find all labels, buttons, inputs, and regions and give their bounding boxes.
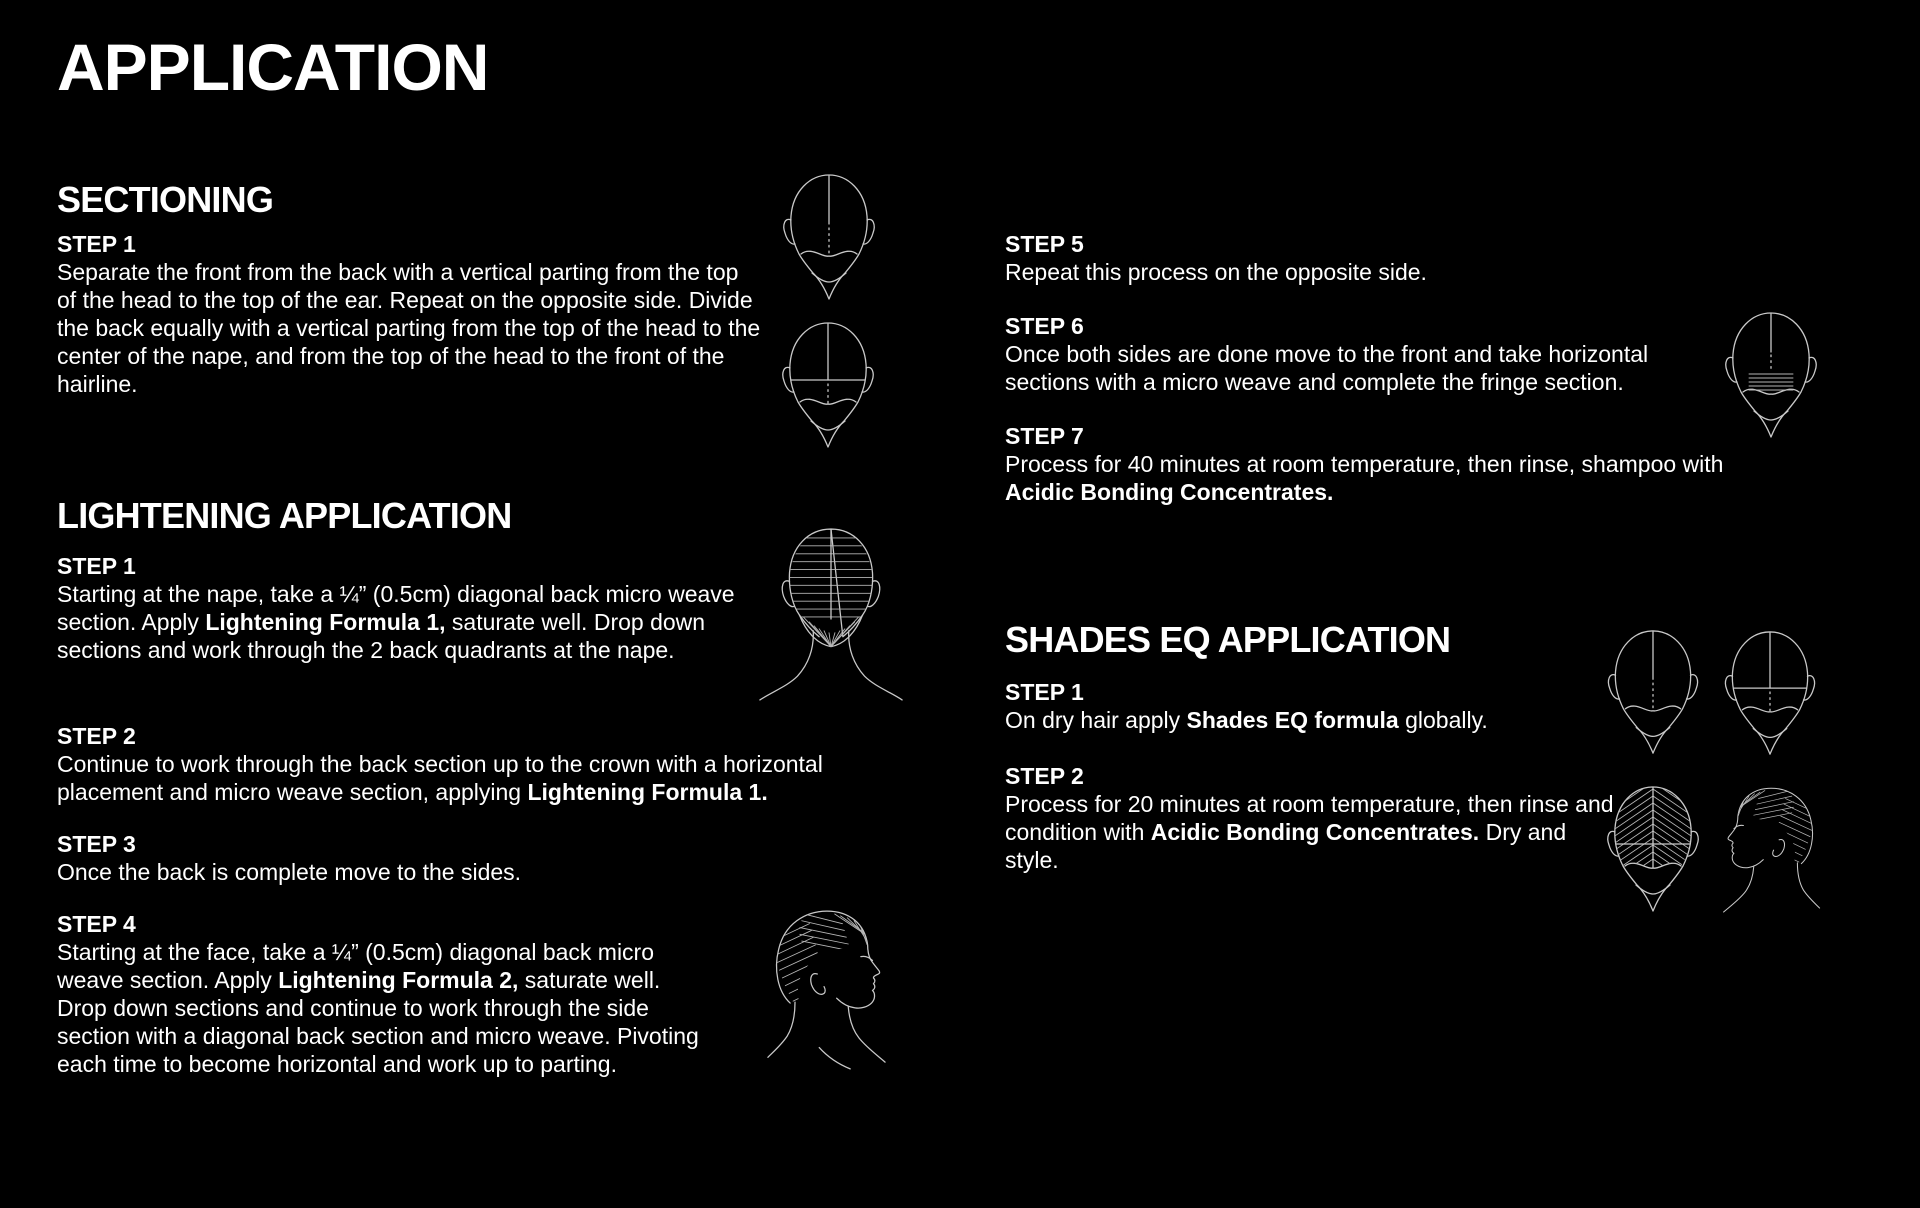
- step-body: Once the back is complete move to the sides.: [57, 859, 522, 885]
- step-label: STEP 7: [1005, 423, 1084, 449]
- step-body: Once both sides are done move to the front and take horizontal sections with a micro weave and complete the fringe section.: [1005, 341, 1649, 395]
- step-body: Process for 20 minutes at room temperature, then rinse and condition with Acidic Bonding Concentrates. Dry and style.: [1005, 791, 1614, 873]
- step-body: Repeat this process on the opposite side.: [1005, 259, 1427, 285]
- head-back-cross-part-icon: [1718, 627, 1822, 765]
- lightening-step-2: [57, 722, 897, 806]
- step-body: Process for 40 minutes at room temperature, then rinse, shampoo with Acidic Bonding Concentrates.: [1005, 451, 1724, 505]
- lightening-step-4: [57, 910, 702, 1078]
- head-back-cross-part-icon: [775, 318, 881, 458]
- page-title: APPLICATION: [57, 30, 489, 104]
- head-back-vertical-part-icon: [777, 170, 881, 310]
- lightening-step-7: [1005, 422, 1740, 506]
- step-label: STEP 2: [1005, 763, 1084, 789]
- head-back-part-with-band-icon: [1717, 308, 1825, 448]
- step-body: On dry hair apply Shades EQ formula globally.: [1005, 707, 1488, 733]
- lightening-step-5: [1005, 230, 1725, 286]
- step-body: Starting at the nape, take a ¼” (0.5cm) diagonal back micro weave section. Apply Lightening Formula 1, saturate well. Drop down sections and work through the 2 back quadrants at the nape.: [57, 581, 735, 663]
- step-label: STEP 4: [57, 911, 136, 937]
- head-back-herringbone-icon: [1601, 781, 1705, 923]
- shades-eq-step-2: [1005, 762, 1617, 874]
- lightening-step-1: [57, 552, 757, 664]
- step-label: STEP 6: [1005, 313, 1084, 339]
- step-body: Separate the front from the back with a vertical parting from the top of the head to the top of the ear. Repeat on the opposite side. Divide the back equally with a vertical parting from the top of the head to the center of the nape, and from the top of the head to the front of the hairline.: [57, 259, 761, 397]
- lightening-heading: LIGHTENING APPLICATION: [57, 495, 512, 536]
- step-label: STEP 5: [1005, 231, 1084, 257]
- step-label: STEP 3: [57, 831, 136, 857]
- step-label: STEP 2: [57, 723, 136, 749]
- lightening-step-6: [1005, 312, 1715, 396]
- step-label: STEP 1: [57, 553, 136, 579]
- shades-eq-heading: SHADES EQ APPLICATION: [1005, 619, 1451, 660]
- step-label: STEP 1: [1005, 679, 1084, 705]
- sectioning-heading: SECTIONING: [57, 179, 274, 220]
- head-profile-left-hatched-icon: [1722, 784, 1822, 921]
- head-profile-right-hatched-icon: [765, 906, 887, 1073]
- sectioning-step-1: [57, 230, 762, 398]
- head-back-weave-lines-icon: [752, 524, 910, 704]
- step-body: Continue to work through the back section up to the crown with a horizontal placement and micro weave section, applying Lightening Formula 1.: [57, 751, 823, 805]
- step-label: STEP 1: [57, 231, 136, 257]
- step-body: Starting at the face, take a ¼” (0.5cm) diagonal back micro weave section. Apply Lightening Formula 2, saturate well. Drop down sections and continue to work through the side section with a diagonal back section and micro weave. Pivoting each time to become horizontal and work up to parting.: [57, 939, 699, 1077]
- lightening-step-3: [57, 830, 897, 886]
- head-back-vertical-part-icon: [1601, 626, 1705, 764]
